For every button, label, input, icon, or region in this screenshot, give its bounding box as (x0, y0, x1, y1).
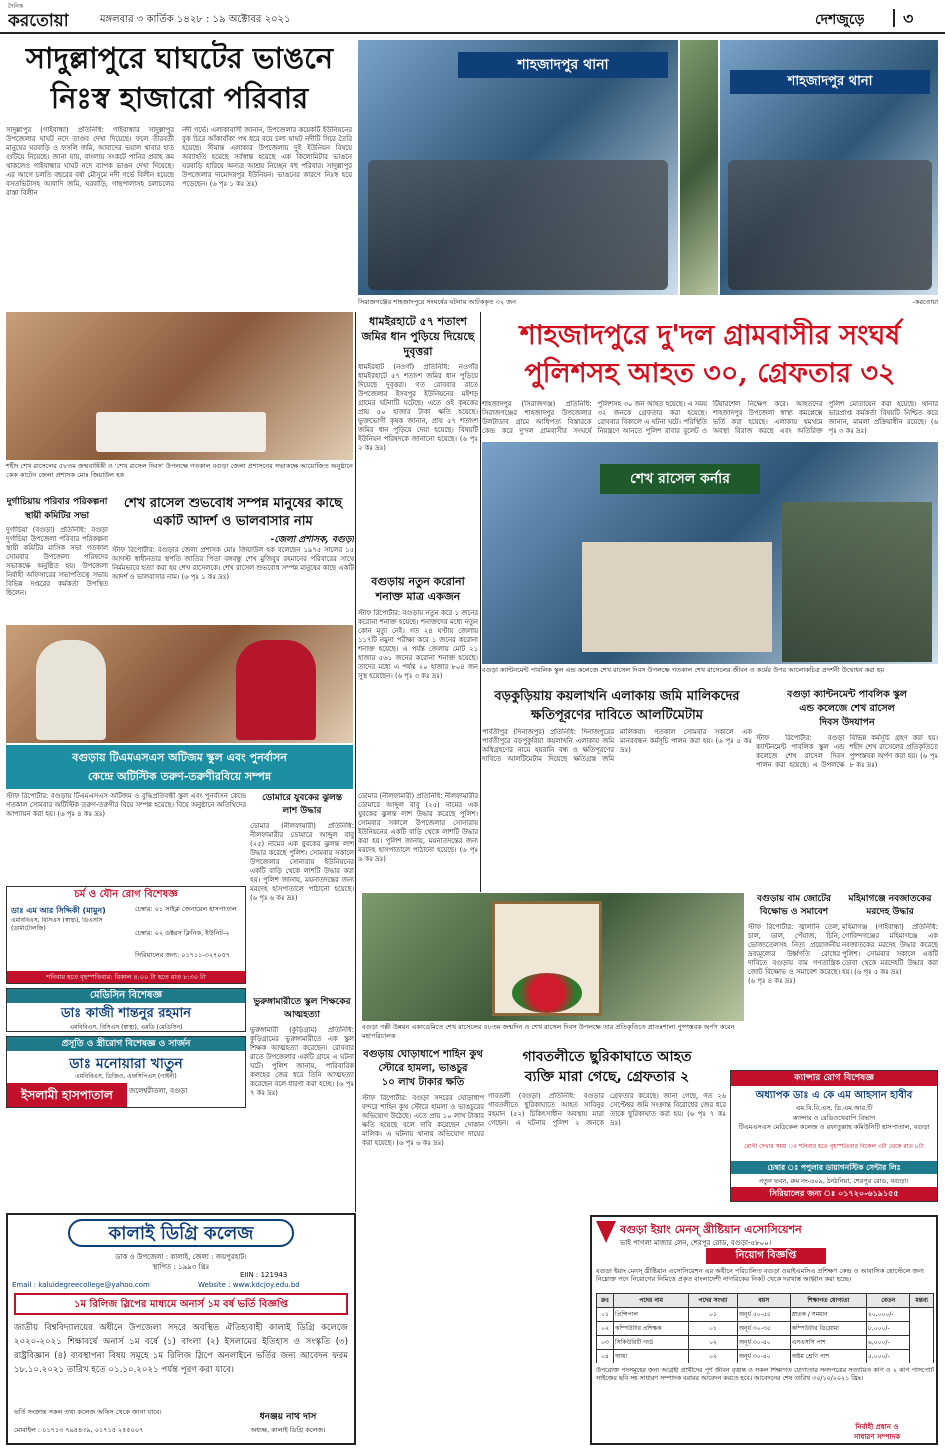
top-photo-caption: সিরাজগঞ্জের শাহজাদপুরে সংঘর্ষের ঘটনায় আটককৃত ৩২ জন (358, 298, 516, 306)
russel-corner-caption: বগুড়া ক্যান্টনমেন্ট পাবলিক স্কুল এন্ড কলেজে শেখ রাসেল দিবস উপলক্ষে গতকাল শেখ রাসেলের জীবন ও কর্মের উপর আলোকচিত্র প্রদর্শনী উদ্বোধন করা হয় (482, 666, 885, 674)
ghoradhap-body: স্টাফ রিপোর্টার: বগুড়া সদরের ঘোড়াধাপ বন্দরে শাহিন কুথ স্টোরে হামলা ও ভাঙচুরের অভিযোগ উঠেছে। এতে প্রায় ১০ লাখ টাকার ক্ষতি হয়েছে বলে দাবি করেছেন দোকান মালিক। এ ঘটনায় থানায় অভিযোগ দায়ের করা হয়েছে। (৬ পৃঃ ৬ কঃ দ্রঃ) (362, 1094, 484, 1147)
domar-body: ডোমার (নীলফামারী) প্রতিনিধি: নীলফামারীর ডোমারে আব্দুল বাবু (২৫) নামের এক যুবকের ঝুলন্ত লাশ উদ্ধার করেছে পুলিশ। সোমবার সকালে উপজেলার সোনারায় ইউনিয়নের একটি বাড়ি থেকে লাশটি উদ্ধার করা হয়। পুলিশ জানায়, ময়নাতদন্তের জন্য মরদেহ হাসপাতালে পাঠানো হয়েছে। (৬ পৃঃ ৬ কঃ দ্রঃ) (250, 822, 354, 902)
main-headline-block (482, 318, 938, 398)
ad-gyne-hospital: ইসলামী হাসপাতাল (7, 1083, 127, 1108)
article-sadullapur (6, 40, 353, 310)
ymca-header-cell: ক্রঃ (597, 1294, 614, 1308)
table-cell: ০৩ (597, 1336, 614, 1350)
crowd-left (368, 160, 668, 290)
cantonment-title-1: বগুড়া ক্যান্টনমেন্ট পাবলিক স্কুল (787, 689, 907, 700)
table-cell: অনূর্ধ ৩০-৪০ (737, 1336, 790, 1350)
ad-cancer-title: ক্যান্সার রোগ বিশেষজ্ঞ (731, 1071, 937, 1086)
cake-table (96, 412, 266, 452)
article-sadullapur-title-1: সাদুল্লাপুরে ঘাঘটের ভাঙনে (25, 41, 334, 75)
ghoradhap-title-1: বগুড়ায় ঘোড়াধাপে শাহিন কুথ (363, 1049, 483, 1060)
table-cell: অনূর্ধ ৩০-৪০ (737, 1350, 790, 1364)
ad-college-eiin: EIIN : 121943 (240, 1271, 288, 1279)
wedding-bride (236, 640, 316, 740)
gabtoli-body: গাবতলী (বগুড়া) প্রতিনিধি: বগুড়ার গাবতলীতে ছুরিকাঘাতে আহত সাবিনুর রহমান (৫২) চিকিৎসাধীন অবস্থায় মারা গেছেন। এ ঘটনায় পুলিশ ২ জনকে গ্রেফতার করেছে। জানা গেছে, গত ২৬ সেপ্টেম্বর জমি সংক্রান্ত বিরোধের জের ধরে তাকে ছুরিকাঘাত করা হয়। (৬ পৃঃ ৭ কঃ দ্রঃ) (488, 1092, 726, 1127)
ad-college (6, 1213, 356, 1445)
dhamoirhat-title-1: ধামইরহাটে ৫৭ শতাংশ (369, 315, 467, 328)
table-cell: কম্পিউটার ডিপ্লোমা (790, 1322, 866, 1336)
crowd-right (728, 160, 932, 290)
ad-college-signer-role: অধ্যক্ষ, কালাই ডিগ্রি কলেজ। (250, 1426, 326, 1434)
bam-jote-title-2: বিক্ষোভ ও সমাবেশ (759, 907, 829, 917)
ghoradhap-title-2: স্টোরে হামলা, ভাঙচুর (378, 1063, 468, 1074)
table-row (597, 1336, 934, 1350)
russel-quote-body: স্টাফ রিপোর্টার: বগুড়ার জেলা প্রশাসক মোঃ জিয়াউল হক বলেছেন ১৯৭৫ সালের ১৫ আগস্ট স্বাধীনতার স্থপতি জাতির পিতা বঙ্গবন্ধু শেখ মুজিবুর রহমানের পরিবারের সাথে নির্মমভাবে হত্যা করা হয় শেখ রাসেলকে। শেখ রাসেল শুভবোধ সম্পন্ন মানুষের কাছে একটি আদর্শ ও ভালবাসার নাম। (৬ পৃঃ ১ কঃ দ্রঃ) (112, 546, 354, 581)
table-cell: ০২ (689, 1350, 738, 1364)
police-photo-left (358, 40, 678, 295)
main-headline-2: পুলিশসহ আহত ৩০, গ্রেফতার ৩২ (524, 358, 896, 389)
ad-skin-serial: সিরিয়ালের জন্য: ০১৭১১-৩২৭০৫৭ (135, 951, 231, 959)
ad-ymca-notice: নিয়োগ বিজ্ঞপ্তি (706, 1248, 826, 1264)
mahimaganj-title-2: মরদেহ উদ্ধার (866, 907, 914, 917)
ad-ymca-note: উপরোক্ত পদসমূহের জন্য আগ্রহী প্রার্থীদের পূর্ণ জীবন বৃত্তান্ত ও সকল শিক্ষাগত যোগ্যতার সনদপত্রের সত্যায়িত কপি ও ২ কপি পাসপোর্ট সাইজের ছবি সহ সাধারণ সম্পাদক বরাবর আবেদন করতে হবে। আবেদনের শেষ তারিখ ৩০/১০/২০২১ খ্রিঃ। (596, 1367, 934, 1382)
table-cell (910, 1308, 934, 1364)
russel-corner-photo (482, 442, 938, 664)
ad-gyne-title: প্রসূতি ও স্ত্রীরোগ বিশেষজ্ঞ ও সার্জন (7, 1037, 245, 1051)
table-cell: প্রিন্সিপাল (614, 1308, 689, 1322)
police-sign-left: শাহজাদপুর থানা (458, 52, 668, 78)
rayhan-body: স্টাফ রিপোর্টার: বগুড়ায় নতুন করে ১ জনের করোনা শনাক্ত হয়েছে। শনাক্তদের মধ্যে নতুন কোন মৃত্যু নেই। গত ২৪ ঘণ্টায় জেলায় ১১৭টি নমুনা পরীক্ষা করে ১ জনের করোনা শনাক্ত হয়েছে। এ পর্যন্ত জেলায় মোট ২১ হাজার ৫৬১ জনের করোনা শনাক্ত হয়েছে। তাদের মধ্যে এ পর্যন্ত ২০ হাজার ৮০৪ জন সুস্থ হয়েছেন। (৬ পৃঃ ৩ কঃ দ্রঃ) (358, 609, 478, 680)
ad-ymca-signer: নির্বাহী প্রধান ও (855, 1423, 899, 1431)
rayhan-title-2: শনাক্ত মাত্র একজন (375, 590, 461, 603)
table-cell: ২০,০০০/- (866, 1308, 909, 1322)
table-cell: ০২ (597, 1322, 614, 1336)
police-photo-middle (680, 40, 718, 295)
wedding-groom (36, 640, 106, 740)
cantonment-title-2: এন্ড কলেজে শেখ রাসেল (799, 703, 895, 714)
ad-cancer-serial: সিরিয়ালের জন্য ঃ ০১৭২০-৬১৯১৫৫ (731, 1187, 937, 1201)
table-cell: অনূর্ধ ৫০-৫৫ (737, 1308, 790, 1322)
column-rule (480, 312, 481, 892)
barokulia-title-2: ক্ষতিপূরণের দাবিতে আলটিমেটাম (531, 708, 703, 723)
masthead-section: দেশজুড়ে (815, 12, 865, 28)
article-dhamoirhat (358, 315, 478, 570)
bogura-pdbf-photo (362, 893, 744, 1021)
ad-college-contact: ভর্তি সংক্রান্ত সকল তথ্য কলেজ অফিস থেকে জানা যাবে। (14, 1408, 162, 1416)
russel-corner-banner: শেখ রাসেল কর্নার (600, 464, 760, 494)
wedding-banner-2: কেন্দ্রে অটিস্টিক তরুণ-তরুণীরবিয়ে সম্পন্ন (87, 770, 272, 783)
ad-ymca-signer2: সাধারণ সম্পাদক (853, 1433, 901, 1441)
cantonment-body: স্টাফ রিপোর্টার: বগুড়া ক্যান্টনমেন্ট পাবলিক স্কুল এন্ড কলেজে শেখ রাসেল দিবস পালন করা হয়েছে। এ উপলক্ষে বিভিন্ন কর্মসূচি গ্রহণ করা হয়। শহীদ শেখ রাসেলের প্রতিকৃতিতে পুষ্পস্তবক অর্পণ করা হয়। (৬ পৃঃ ৮ কঃ দ্রঃ) (756, 734, 938, 769)
table-cell: ০১ (689, 1322, 738, 1336)
masthead (0, 0, 945, 34)
ad-college-banner: ১ম রিলিজ স্লিপের মাধ্যমে অনার্স ১ম বর্ষ ভর্তি বিজ্ঞপ্তি (14, 1293, 348, 1315)
ad-ymca-intro: বগুড়া ইয়াং মেনস্ খ্রীষ্টিয়ান এসোসিয়েশন এর অধীনে পরিচালিত বগুড়া ওয়াইএমসিএ প্রশিক্ষণ কেন্দ্র ও আবাসিক হোস্টেলে জন্য নিম্নোক্ত পদে নিয়োগের নিমিত্তে প্রকৃত বাংলাদেশী নাগরিকের নিকট থেকে দরখাস্ত আহ্বান করা হচ্ছে। (596, 1267, 924, 1283)
ymca-table-header (597, 1294, 934, 1308)
table-cell: ০২ (689, 1336, 738, 1350)
ad-medicine-doctor: ডাঃ কাজী শান্তনুর রহমান (60, 1006, 192, 1021)
article-sadullapur-body-left: সাদুল্লাপুর (গাইবান্ধা) প্রতিনিধি: গাইবান্ধার সাদুল্লাপুর উপজেলার ঘাঘট নদে তাণ্ডব দেখা দিয়েছে। ফলে তীরবর্তী মানুষের ঘরবাড়ি ও ফসলি জমি, আবাদের ভয়াল থাবার হাত গুটিয়ে নিয়েছে। জানা যায়, বাংলায় সংকটে পানির প্রবাহ কম থাকলেও গাইবান্ধার ঘাঘট নদে ব্যাপক ভাঙন দেখা দিয়েছে। এর আগে চলতি বছরের বর্ষা মৌসুমে নদী গর্ভে বিলীন হয়েছে বসতভিটাসহ আবাদি জমি, ঘরবাড়ি, গাছপালাসহ চলাচলের রাস্তা বিলীন (6, 126, 174, 197)
barokulia-title-1: বড়কুড়িয়ায় কয়লাখনি এলাকায় জমি মালিকদের (494, 689, 740, 704)
police-sign-right: শাহজাদপুর থানা (730, 70, 930, 94)
gabtoli-title-1: গাবতলীতে ছুরিকাঘাতে আহত (522, 1049, 692, 1065)
masthead-divider (893, 9, 895, 27)
ad-college-email[interactable]: Email : kaluidegreecollege@yahoo.com (12, 1281, 150, 1289)
ymca-header-cell: পদের নাম (614, 1294, 689, 1308)
table-cell: ০৪ (597, 1350, 614, 1364)
wedding-banner (6, 745, 353, 789)
article-sadullapur-body-right: নদী গর্ভে। এলাকাবাসী জানান, উপজেলার কয়েকটি ইউনিয়নের বুক চিরে আঁকাবাঁকা পথ ধরে বয়ে চলা ঘাঘট নদীটি সিরে তৈরি হয়েছে। সীমান্ত এলাকার উপজেলায় দুই ইউনিয়ন বিষয়ে অব্যাহতি হয়েছে সর্বস্বান্ত হয়েছে এক কিলোমিটার ভাঙনে ঘরবাড়ি হারিয়ে অন্যত্র আশ্রয় নিচ্ছেন বহু পরিবার। সাদুল্লাপুর উপজেলার দামোদরপুর ইউনিয়ন। ভাঙনের কারণে নিঃস্ব হয়ে পড়েছেন। (৬ পৃঃ ১ কঃ দ্রঃ) (182, 126, 352, 188)
table-cell: ৮,০০০/- (866, 1322, 909, 1336)
ad-ymca-title: বগুড়া ইয়াং মেনস্ খ্রীষ্টিয়ান এসোসিয়েশন (620, 1223, 802, 1236)
top-photo-credit: -করতোয়া (912, 298, 938, 306)
article-cantonment (756, 688, 938, 888)
ad-college-title: কালাই ডিগ্রি কলেজ (68, 1219, 294, 1247)
table-cell: আয়া (614, 1350, 689, 1364)
russel-quote-1: শেখ রাসেল শুভবোধ সম্পন্ন মানুষের কাছে (123, 496, 343, 511)
article-mahimaganj (842, 893, 938, 1063)
dc-cake-caption: শহীদ শেখ রাসেলের ৫৮তম জন্মবার্ষিকী ও 'শেখ রাসেল দিবস' উপলক্ষে গতকাল বগুড়া জেলা প্রশাসনের সভাকক্ষে আয়োজিত অনুষ্ঠানে কেক কাটেন জেলা প্রশাসক মোঃ জিয়াউল হক (6, 462, 353, 479)
masthead-page-no: ৩ (903, 9, 914, 28)
durgapur-title-1: দুর্গাচিয়ায় পরিবার পরিকল্পনা (6, 497, 108, 507)
table-row (597, 1350, 934, 1364)
main-story-body: শাহজাদপুর (সিরাজগঞ্জ) প্রতিনিধি: সিরাজগঞ্জের শাহজাদপুর উপজেলার উলটাডাব গ্রামে আধিপত্য বিস্তারকে কেন্দ্র করে দু'দল গ্রামবাসীর সংঘর্ষে পুলিশসহ ৩০ জন আহত হয়েছে। এ সময় ৩২ জনকে গ্রেফতার করা হয়েছে। রোববার বিকালে এ ঘটনা ঘটে। পরিস্থিতি নিয়ন্ত্রণে আনতে পুলিশ রাবার বুলেট ও টিয়ারশেল নিক্ষেপ করে। আহতদের শাহজাদপুর উপজেলা স্বাস্থ্য কমপ্লেক্সে ভর্তি করা হয়েছে। এলাকায় থমথমে অবস্থা বিরাজ করছে এবং অতিরিক্ত পুলিশ মোতায়েন করা হয়েছে। থানার ভারপ্রাপ্ত কর্মকর্তা বিষয়টি নিশ্চিত করে জানান, মামলা প্রক্রিয়াধীন রয়েছে। (৬ পৃঃ ৩ কঃ দ্রঃ) (482, 400, 938, 435)
russel-quote-author: -জেলা প্রশাসক, বগুড়া (270, 535, 354, 545)
table-cell: ৫,০০০/- (866, 1350, 909, 1364)
table-cell: এসএসসি পাশ (790, 1336, 866, 1350)
mahimaganj-title-1: মহিমাগঞ্জে নবজাতকের (848, 894, 932, 904)
gabtoli-title-2: ব্যক্তি মারা গেছে, গ্রেফতার ২ (524, 1069, 690, 1085)
domar-title-2: লাশ উদ্ধার (282, 806, 322, 816)
ad-ymca (590, 1215, 938, 1445)
dhamoirhat-title-2: জমির ধান পুড়িয়ে দিয়েছে (361, 330, 475, 343)
ymca-header-cell: মন্তব্য (910, 1294, 934, 1308)
bam-jote-body: স্টাফ রিপোর্টার: জ্বালানি তেল, চাল, ডাল, পেঁয়াজ, চিনি, ভোজ্যতেলসহ নিত্য প্রয়োজনীয় দ্রব্যমূল্যের উর্ধ্বগতি রোধের দাবিতে বগুড়ায় বাম গণতান্ত্রিক জোট বিক্ষোভ ও সমাবেশ করেছে। (৬ পৃঃ ৪ কঃ দ্রঃ) (748, 923, 840, 985)
ad-college-website[interactable]: Website : www.kdcjoy.edu.bd (198, 1281, 300, 1289)
ad-cancer-degrees: এম.বি.বি.এস, ডি.এম.আর.টি (795, 1104, 873, 1112)
wedding-body: স্টাফ রিপোর্টার: বগুড়ায় টিএমএসএস অটিজম ও বুদ্ধিপ্রতিবন্ধী স্কুল এবং পুনর্বাসন কেন্দ্রে গতকাল সোমবার অটিস্টিক তরুণ-তরুণীর বিয়ে সম্পন্ন হয়েছে। বিয়ে অনুষ্ঠানে অতিথিদের আপ্যায়ন করা হয়। (৬ পৃঃ ৪ কঃ দ্রঃ) (6, 792, 246, 818)
domar-title-1: ডোমারে যুবকের ঝুলন্ত (261, 793, 343, 803)
table-cell: কম্পিউটার প্রশিক্ষক (614, 1322, 689, 1336)
ad-skin-title: চর্ম ও যৌন রোগ বিশেষজ্ঞ (7, 887, 245, 903)
domar-body-col2: ডোমার (নীলফামারী) প্রতিনিধি: নীলফামারীর ডোমারে আব্দুল বাবু (২৫) নামের এক যুবকের ঝুলন্ত লাশ উদ্ধার করেছে পুলিশ। সোমবার সকালে উপজেলার সোনারায় ইউনিয়নের একটি বাড়ি থেকে লাশটি উদ্ধার করা হয়। পুলিশ জানায়, ময়নাতদন্তের জন্য মরদেহ হাসপাতালে পাঠানো হয়েছে। (৬ পৃঃ ৬ কঃ দ্রঃ) (358, 792, 478, 863)
dhamoirhat-body: ধামইরহাট (নওগাঁ) প্রতিনিধি: নওগাঁর ধামইরহাটে ৫৭ শতাংশ জমির ধান পুড়িয়ে দিয়েছে দুবৃত্তরা। গত রোববার রাতে উপজেলার ইসবপুর ইউনিয়নের মইশড় গ্রামের ঘটনাটি ঘটেছে। এতে ওই কৃষকের প্রায় ৫০ হাজার টাকা ক্ষতি হয়েছে। ভুক্তভোগী কৃষক জানান, প্রায় ৫৭ শতাংশ জমির ধান পুড়িয়ে দেয়া হয়েছে। বিষয়টি ইউনিয়ন পরিষদকে জানানো হয়েছে। (৬ পৃঃ ২ কঃ দ্রঃ) (358, 363, 478, 452)
column-rule (355, 312, 356, 1212)
ad-gyne (6, 1036, 246, 1108)
rayhan-title-1: বগুড়ায় নতুন করোনা (371, 575, 465, 588)
ymca-header-cell: বয়স (737, 1294, 790, 1308)
russel-quote-2: একটি আদর্শ ও ভালবাসার নাম (153, 514, 313, 529)
dhamoirhat-title-3: দুবৃত্তরা (403, 345, 433, 358)
police-photo-right (720, 40, 938, 295)
table-cell: সিকিউরিটি গার্ড (614, 1336, 689, 1350)
ad-cancer-time: রোগী দেখার সময় ঃ শনিবার হতে বৃহস্পতিবার বিকেল ৩টা থেকে রাত ৮টা (744, 1143, 924, 1150)
ghoradhap-title-3: ১০ লাখ টাকার ক্ষতি (381, 1077, 465, 1088)
masthead-logo: করতোয়া (8, 11, 69, 31)
wedding-photo (6, 625, 353, 743)
masthead-logo-top: দৈনিক (8, 3, 24, 10)
ad-skin-degrees: এমবিবিএস, বিসিএস (স্বাস্থ্য), ডিএসসি (ডার্মাটোলজি) (11, 917, 103, 932)
ad-cancer-role: ক্যান্সার ও রেডিওথেরাপি বিভাগ (792, 1114, 876, 1122)
bhurungamari-title-1: ভুরুঙ্গামারীতে স্কুল শিক্ষকের (253, 997, 351, 1007)
ad-ymca-table (596, 1293, 934, 1363)
ad-medicine-title: মেডিসিন বিশেষজ্ঞ (7, 989, 245, 1003)
ad-skin (6, 886, 246, 984)
durgapur-title-2: স্থায়ী কমিটির সভা (24, 511, 90, 521)
ad-college-body: জাতীয় বিশ্ববিদ্যালয়ের অধীনে উপজেলা সদরে অবস্থিত ঐতিহ্যবাহী কালাই ডিগ্রি কলেজে ২০২০-২০২১ শিক্ষাবর্ষে অনার্স ১ম বর্ষে (১) বাংলা (২) ইসলামের ইতিহাস ও সংস্কৃতি (৩) রাষ্ট্রবিজ্ঞান (৪) ব্যবস্থাপনা বিষয় সমূহে ১ম রিলিজ স্লিপে অনলাইনে ভর্তির জন্য আবেদন ফরম ১৮.১০.২০২১ তারিখ হতে ০১.১০.২০২১ পর্যন্ত পূরণ করা যাবে। (14, 1323, 348, 1375)
durgapur-body: দুর্গাচিয়া (বগুড়া) প্রতিনিধি: বগুড়া দুর্গাচিয়া উপজেলা পরিবার পরিকল্পনা স্থায়ী কমিটির মাসিক সভা গতকাল সোমবার উপজেলা পরিষদের সভাকক্ষে অনুষ্ঠিত হয়। উপজেলা নির্বাহী অফিসারের সভাপতিত্বে সভায় বিভিন্ন দপ্তরের কর্মকর্তা উপস্থিত ছিলেন। (6, 526, 108, 597)
wreath (512, 973, 582, 1013)
top-photo-strip (358, 40, 938, 312)
ad-skin-chamber2: চেম্বার: ০২ ডক্টরস ক্লিনিক, ইউনিট-২ (135, 929, 230, 937)
ad-college-signer: ধনঞ্জয় নাথ দাস (259, 1412, 317, 1422)
article-durgapur (6, 496, 108, 621)
bhurungamari-body: ভুরুঙ্গামারী (কুড়িগ্রাম) প্রতিনিধি: কুড়িগ্রামের ভুরুঙ্গামারীতে এক স্কুল শিক্ষক আত্মহত্যা করেছেন। রোববার রাতে উপজেলার একটি গ্রামে এ ঘটনা ঘটে। পুলিশ জানায়, পারিবারিক কলহের জের ধরে তিনি আত্মহত্যা করেছেন বলে ধারণা করা হচ্ছে। (৬ পৃঃ ৭ কঃ দ্রঃ) (250, 1026, 354, 1097)
article-sadullapur-title-2: নিঃস্ব হাজারো পরিবার (50, 81, 309, 115)
ad-gyne-doctor: ডাঃ মনোয়ারা খাতুন (69, 1056, 183, 1072)
article-rayhan (358, 575, 478, 787)
ad-skin-time: শনিবার হতে বৃহস্পতিবার: বিকাল ৪:০০ টা হতে রাত ৮:৩০ টা (7, 971, 245, 983)
ad-skin-doctor: ডাঃ এম আর সিদ্দিকী (মামুন) (11, 906, 106, 915)
ymca-header-cell: বেতন (866, 1294, 909, 1308)
ad-cancer-address: নতুন ভবন, রুম নং-৬০৯, ঠনঠনিয়া, শেরপুর রোড, বগুড়া। (759, 1177, 909, 1185)
ad-cancer-hospital: টিএমএসএস মেডিকেল কলেজ ও রফাতুল্লাহ কমিউনিটি হাসপাতাল, বগুড়া (738, 1123, 930, 1131)
ad-cancer-center: চেম্বার ঃ পপুলার ডায়াগনস্টিক সেন্টার লিঃ (731, 1161, 937, 1174)
ad-cancer-doctor: অধ্যাপক ডাঃ এ কে এম আহসান হাবীব (755, 1090, 913, 1101)
dc-cake-photo (6, 312, 353, 460)
ad-college-phone: মোবাইল : ০১৭১৩ ৭৯৪৪৩৯, ০১৭১৫ ২৫৫০০৭ (14, 1426, 144, 1434)
ad-medicine-degrees: এমবিবিএস, বিসিএস (স্বাস্থ্য), এমডি (মেডিসিন) (69, 1024, 183, 1031)
ad-ymca-address: ভাই পাগলা মাজার লেন, শেরপুর রোড, বগুড়া-৫৮০০। (620, 1239, 772, 1247)
table-cell: ৬,০০০/- (866, 1336, 909, 1350)
cantonment-title-3: দিবস উদযাপন (819, 717, 875, 728)
russel-corner-shelf (582, 542, 772, 652)
table-cell: অনূর্ধ ৩০-৩৫ (737, 1322, 790, 1336)
table-cell: স্নাতক / সমমান (790, 1308, 866, 1322)
article-bhurungamari (250, 996, 354, 1221)
article-bam-jote (748, 893, 840, 1063)
mahimaganj-body: মহিমাগঞ্জ (গাইবান্ধা) প্রতিনিধি: গোবিন্দগঞ্জের মহিমাগঞ্জে এক নবজাতকের মরদেহ উদ্ধার করেছে পুলিশ। সোমবার সকালে একটি ডোবা থেকে মরদেহটি উদ্ধার করা হয়। (৬ পৃঃ ৫ কঃ দ্রঃ) (842, 923, 938, 976)
ad-gyne-degrees: এমবিবিএস, ডিজিও, এফসিপিএস (গাইনী) (75, 1073, 177, 1080)
ad-college-sub: ডাক ও উপজেলা : কালাই, জেলা : জয়পুরহাট। (115, 1253, 247, 1261)
barokulia-body: পার্বতীপুর (দিনাজপুর) প্রতিনিধি: দিনাজপুরের পার্বতীপুরে বড়পুকুরিয়া কয়লাখনি এলাকায় জমি অধিগ্রহণের নামে হয়রানি বন্ধ ও ক্ষতিপূরণের দাবিতে আলটিমেটাম দিয়েছে ক্ষতিগ্রস্ত জমি মালিকরা। গতকাল সোমবার সকালে এক মানববন্ধন কর্মসূচি পালন করা হয়। (৬ পৃঃ ৫ কঃ দ্রঃ) (482, 728, 752, 763)
russel-corner-people (782, 502, 932, 662)
article-barokulia (482, 688, 752, 888)
bam-jote-title-1: বগুড়ায় বাম জোটের (757, 894, 831, 904)
ymca-header-cell: পদের সংখ্যা (689, 1294, 738, 1308)
table-cell: ০১ (597, 1308, 614, 1322)
table-row (597, 1322, 934, 1336)
ymca-logo-icon (596, 1221, 616, 1243)
table-cell: ০১ (689, 1308, 738, 1322)
masthead-date: মঙ্গলবার ৩ কার্তিক ১৪২৮ : ১৯ অক্টোবর ২০২১ (100, 14, 291, 25)
ad-college-est: স্থাপিত : ১৯৯৩ খ্রিঃ (152, 1263, 210, 1271)
ad-cancer (730, 1070, 938, 1202)
ad-medicine (6, 988, 246, 1032)
bhurungamari-title-2: আত্মহত্যা (284, 1010, 320, 1020)
bogura-pdbf-caption: বগুড়া পল্লী উন্নয়ন একাডেমিতে শেখ রাসেলের ৫৮তম জন্মদিন ও শেখ রাসেল দিবস উপলক্ষে তার প্রতিকৃতিতে প্রাতঃশালা পুষ্পস্তবক অর্পণ করেন মহাপরিচালক (362, 1023, 735, 1040)
ymca-jobs-table (596, 1293, 934, 1363)
table-cell: অষ্টম শ্রেণি পাশ (790, 1350, 866, 1364)
table-row (597, 1308, 934, 1322)
ymca-header-cell: শিক্ষাগত যোগ্যতা (790, 1294, 866, 1308)
ad-gyne-address: জলেশ্বরীতলা, বগুড়া (129, 1087, 188, 1095)
article-ghoradhap (362, 1048, 484, 1408)
article-russel-quote (112, 496, 354, 621)
main-headline-1: শাহজাদপুরে দু'দল গ্রামবাসীর সংঘর্ষ (519, 320, 901, 351)
ad-skin-chamber1: চেম্বার: ০১ সাইক্ল জেনারেল হাসপাতাল (135, 905, 237, 913)
article-domar (250, 792, 354, 992)
wedding-banner-1: বগুড়ায় টিএমএসএস অটিজম স্কুল এবং পুনর্বাসন (72, 751, 287, 764)
